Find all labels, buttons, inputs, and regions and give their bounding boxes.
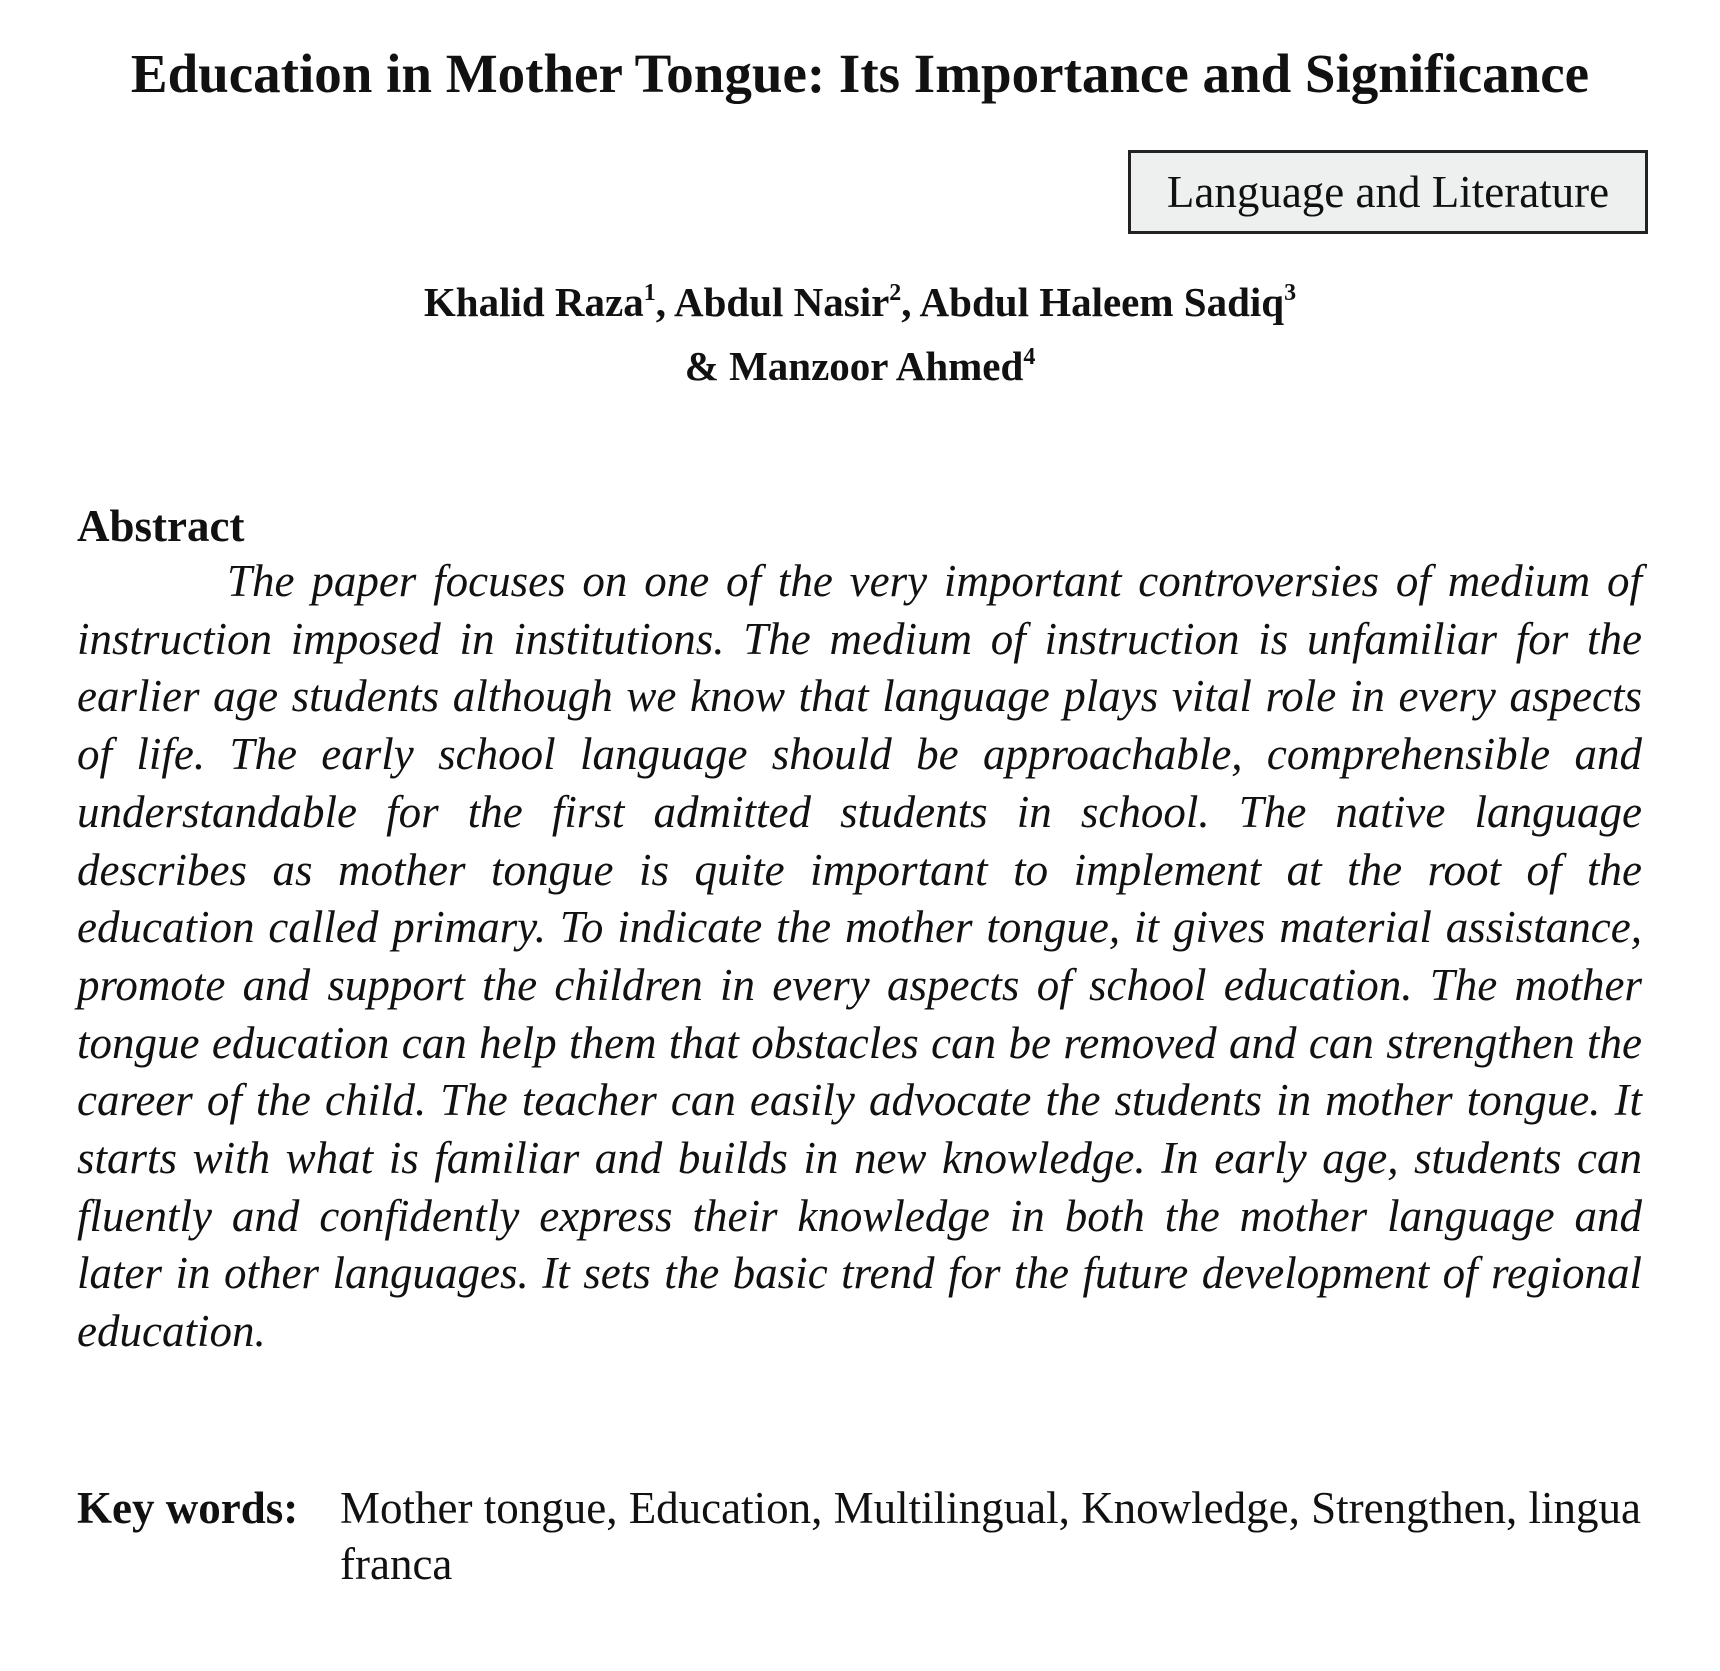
author-affiliation: 1 bbox=[643, 280, 656, 306]
abstract-heading: Abstract bbox=[77, 501, 245, 551]
keywords-list: Mother tongue, Education, Multilingual, Knowledge, Strengthen, lingua franca bbox=[340, 1483, 1642, 1589]
category-label: Language and Literature bbox=[1128, 150, 1648, 234]
author-name: Manzoor Ahmed bbox=[729, 343, 1024, 389]
paper-title: Education in Mother Tongue: Its Importance and Significance bbox=[130, 43, 1590, 104]
author-affiliation: 3 bbox=[1284, 280, 1297, 306]
author-line-2 bbox=[0, 334, 1720, 398]
author-line-1 bbox=[0, 270, 1720, 334]
keywords-label: Key words: bbox=[77, 1483, 299, 1533]
author-separator: , bbox=[901, 279, 920, 325]
author-affiliation: 4 bbox=[1023, 344, 1036, 370]
author-list bbox=[0, 270, 1720, 398]
author-name: Abdul Nasir bbox=[673, 279, 890, 325]
author-affiliation: 2 bbox=[889, 280, 902, 306]
author-name: Khalid Raza bbox=[423, 279, 644, 325]
author-separator: , bbox=[655, 279, 674, 325]
author-name: Abdul Haleem Sadiq bbox=[919, 279, 1285, 325]
abstract-text: The paper focuses on one of the very important controversies of medium of instruction imposed in institutions. The medium of instruction is unfamiliar for the earlier age students although we know that language plays vital role in every aspects of life. The early school language should be approachable, comprehensible and understandable for the first admitted students in school. The native language describes as mother tongue is quite important to implement at the root of the education called primary. To indicate the mother tongue, it gives material assistance, promote and support the children in every aspects of school education. The mother tongue education can help them that obstacles can be removed and can strengthen the career of the child. The teacher can easily advocate the students in mother tongue. It starts with what is familiar and builds in new knowledge. In early age, students can fluently and confidently express their knowledge in both the mother language and later in other languages. It sets the basic trend for the future development of regional education. bbox=[77, 556, 1642, 1357]
author-prefix: & bbox=[684, 343, 730, 389]
